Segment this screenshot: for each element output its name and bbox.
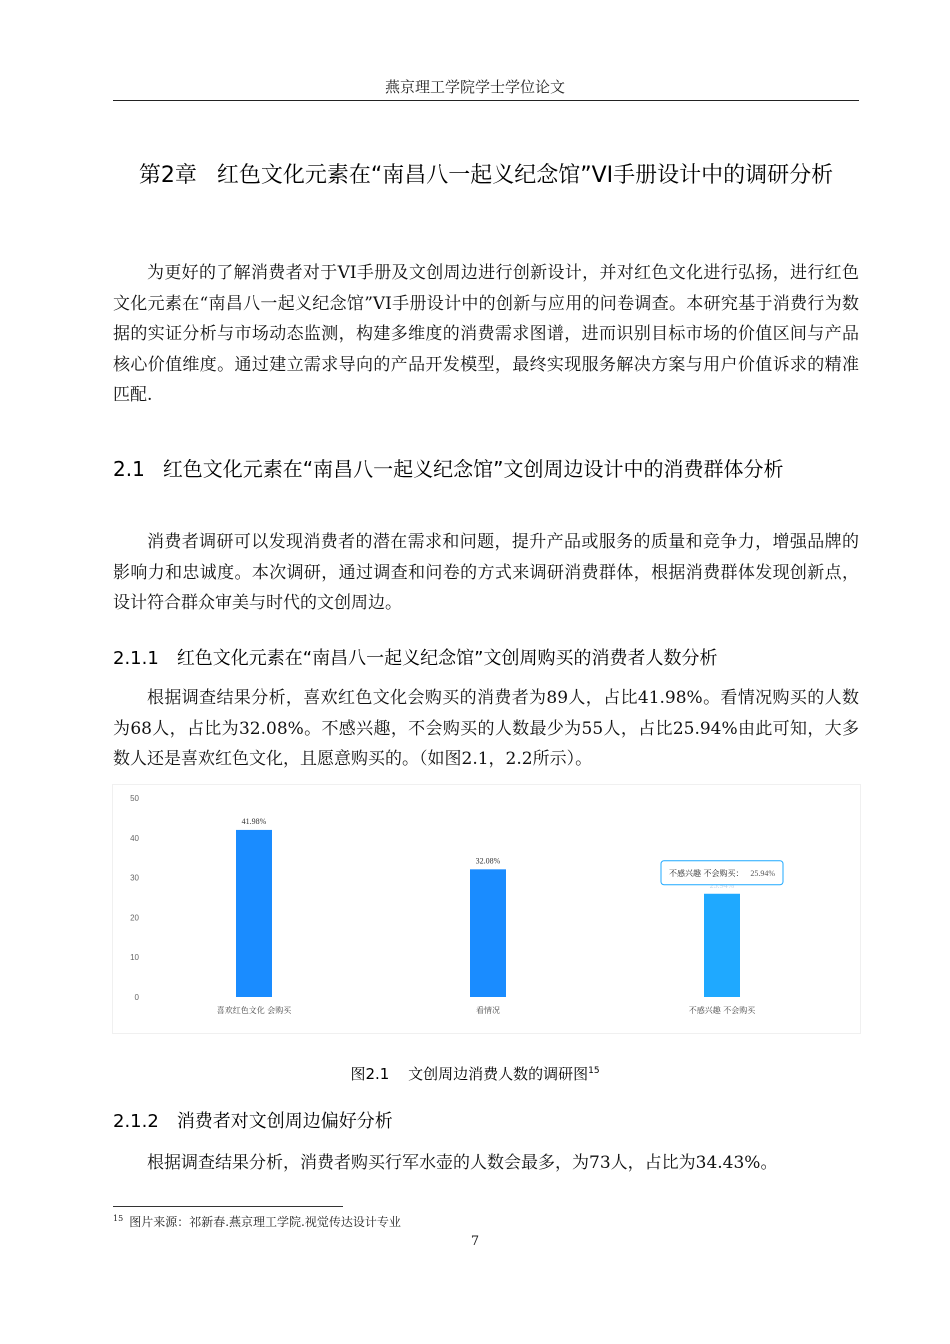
section-title: 红色文化元素在“南昌八一起义纪念馆”文创周边设计中的消费群体分析	[162, 457, 784, 481]
chapter-number: 第2章	[138, 163, 197, 188]
x-category-label: 不感兴趣 不会购买	[688, 1006, 756, 1015]
footnote-text: 图片来源：祁新春.燕京理工学院.视觉传达设计专业	[129, 1215, 401, 1229]
bar-chart-figure	[113, 785, 860, 1033]
section-2-1-heading	[113, 453, 859, 485]
subsection-number: 2.1.2	[113, 1111, 159, 1132]
bar-chart	[113, 785, 860, 1033]
chapter-heading	[113, 158, 859, 194]
header-rule	[113, 100, 859, 101]
figure-label: 图2.1	[350, 1065, 390, 1083]
bar-data-label: 32.08%	[475, 856, 501, 866]
section-2-1-1-paragraph: 根据调查结果分析，喜欢红色文化会购买的消费者为89人，占比41.98%。看情况购买的人数为68人，占比为32.08%。不感兴趣，不会购买的人数最少为55人，占比25.94%由此可知，大多数人还是喜欢红色文化，且愿意购买的。（如图2.1，2.2所示）。	[113, 688, 859, 769]
intro-paragraph: 为更好的了解消费者对于VI手册及文创周边进行创新设计，并对红色文化进行弘扬，进行红色文化元素在“南昌八一起义纪念馆”VI手册设计中的创新与应用的问卷调查。本研究基于消费行为数据的实证分析与市场动态监测，构建多维度的消费需求图谱，进而识别目标市场的价值区间与产品核心价值维度。通过建立需求导向的产品开发模型，最终实现服务解决方案与用户价值诉求的精准匹配.	[113, 263, 859, 405]
y-tick-label: 10	[130, 953, 139, 963]
tooltip-value: 25.94%	[750, 868, 775, 878]
bar	[236, 830, 272, 997]
subsection-number: 2.1.1	[113, 648, 159, 669]
figure-caption	[0, 1063, 950, 1084]
footnote-number: 15	[113, 1214, 124, 1223]
section-2-1-1-heading	[113, 645, 859, 673]
section-number: 2.1	[113, 457, 145, 481]
chapter-title: 红色文化元素在“南昌八一起义纪念馆”VI手册设计中的调研分析	[216, 163, 834, 188]
footnote	[113, 1213, 401, 1230]
y-tick-label: 20	[130, 913, 139, 923]
bar	[704, 894, 740, 997]
figure-caption-text: 文创周边消费人数的调研图	[408, 1065, 589, 1083]
y-tick-label: 30	[130, 873, 139, 883]
x-category-label: 看情况	[476, 1006, 500, 1015]
footnote-rule	[113, 1206, 343, 1207]
figure-caption-ref: 15	[588, 1066, 600, 1076]
bar-data-label: 41.98%	[241, 816, 267, 826]
y-tick-label: 40	[130, 833, 139, 843]
y-tick-label: 0	[134, 993, 139, 1002]
page-number: 7	[470, 1234, 480, 1249]
section-2-1-2-heading	[113, 1108, 859, 1136]
bar	[470, 869, 506, 997]
subsection-title: 红色文化元素在“南昌八一起义纪念馆”文创周购买的消费者人数分析	[176, 648, 718, 669]
section-2-1-paragraph: 消费者调研可以发现消费者的潜在需求和问题，提升产品或服务的质量和竞争力，增强品牌的影响力和忠诚度。本次调研，通过调查和问卷的方式来调研消费群体，根据消费群体发现创新点，设计符合群众审美与时代的文创周边。	[113, 532, 859, 613]
section-2-1-2-paragraph: 根据调查结果分析，消费者购买行军水壶的人数会最多，为73人，占比为34.43%。	[147, 1153, 778, 1173]
x-category-label: 喜欢红色文化 会购买	[216, 1006, 292, 1015]
running-header: 燕京理工学院学士学位论文	[384, 78, 565, 96]
y-tick-label: 50	[130, 794, 139, 803]
tooltip-label: 不感兴趣 不会购买：	[669, 868, 744, 878]
subsection-title: 消费者对文创周边偏好分析	[176, 1111, 393, 1132]
